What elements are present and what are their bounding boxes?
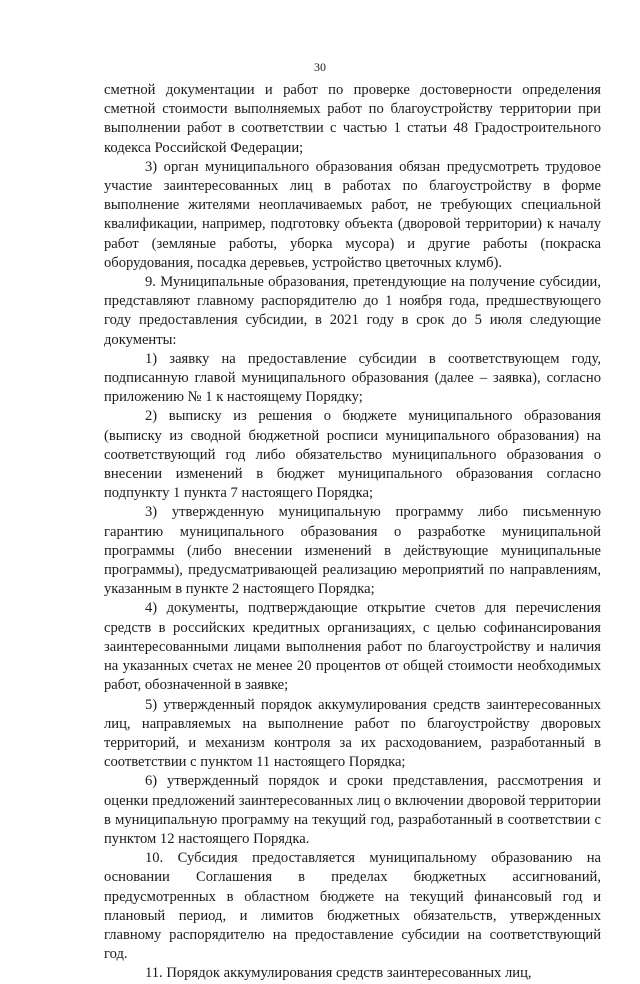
paragraph-subitem-5: 5) утвержденный порядок аккумулирования средств заинтересованных лиц, направляемых на выполнение работ по благоустройству дворовых территорий, и механизм контроля за их расходованием, разработанный в соответствии с пунктом 11 настоящего Порядка; bbox=[104, 696, 601, 771]
paragraph-clause-9: 9. Муниципальные образования, претендующие на получение субсидии, представляют главному распорядителю до 1 ноября года, предшествующего году предоставления субсидии, в 2021 году в срок до 5 июля следующие документы: bbox=[104, 274, 601, 348]
paragraph-subitem-6: 6) утвержденный порядок и сроки представления, рассмотрения и оценки предложений заинтересованных лиц о включении дворовой территории в муниципальную программу на текущий год, разработанный в соответствии с пунктом 12 настоящего Порядка. bbox=[104, 773, 601, 847]
paragraph-clause-11: 11. Порядок аккумулирования средств заинтересованных лиц, bbox=[145, 965, 532, 982]
paragraph-continuation: сметной документации и работ по проверке достоверности определения сметной стоимости выполняемых работ по благоустройству территории при выполнении работ в соответствии с частью 1 статьи 48 Градостроительного кодекса Российской Федерации; bbox=[104, 82, 601, 156]
paragraph-item-3: 3) орган муниципального образования обязан предусмотреть трудовое участие заинтересованных лиц в работах по благоустройству в форме выполнение жителями неоплачиваемых работ, не требующих специальной квалификации, например, подготовку объекта (дворовой территории) к началу работ (земляные работы, уборка мусора) и другие работы (покраска оборудования, посадка деревьев, устройство цветочных клумб). bbox=[104, 158, 601, 271]
document-body bbox=[104, 81, 601, 984]
paragraph-subitem-4: 4) документы, подтверждающие открытие счетов для перечисления средств в российских кредитных организациях, с целью софинансирования заинтересованными лицами выполнения работ по благоустройству и наличия на указанных счетах не менее 20 процентов от общей стоимости необходимых работ, обозначенной в заявке; bbox=[104, 600, 601, 694]
paragraph-subitem-1: 1) заявку на предоставление субсидии в соответствующем году, подписанную главой муниципального образования (далее – заявка), согласно приложению № 1 к настоящему Порядку; bbox=[104, 350, 601, 406]
page-number: 30 bbox=[314, 60, 326, 74]
paragraph-clause-10: 10. Субсидия предоставляется муниципальному образованию на основании Соглашения в пределах бюджетных ассигнований, предусмотренных в областном бюджете на текущий финансовый год и плановый период, и лимитов бюджетных обязательств, утвержденных главному распорядителю на предоставление субсидии на соответствующий год. bbox=[104, 850, 601, 963]
paragraph-subitem-3: 3) утвержденную муниципальную программу либо письменную гарантию муниципального образования о разработке муниципальной программы (либо внесении изменений в действующие муниципальные программы), предусматривающей реализацию мероприятий по направлениям, указанным в пункте 2 настоящего Порядка; bbox=[104, 504, 601, 598]
paragraph-subitem-2: 2) выписку из решения о бюджете муниципального образования (выписку из сводной бюджетной росписи муниципального образования) на соответствующий год либо обязательство муниципального образования о внесении изменений в бюджет муниципального образования согласно подпункту 1 пункта 7 настоящего Порядка; bbox=[104, 408, 601, 502]
